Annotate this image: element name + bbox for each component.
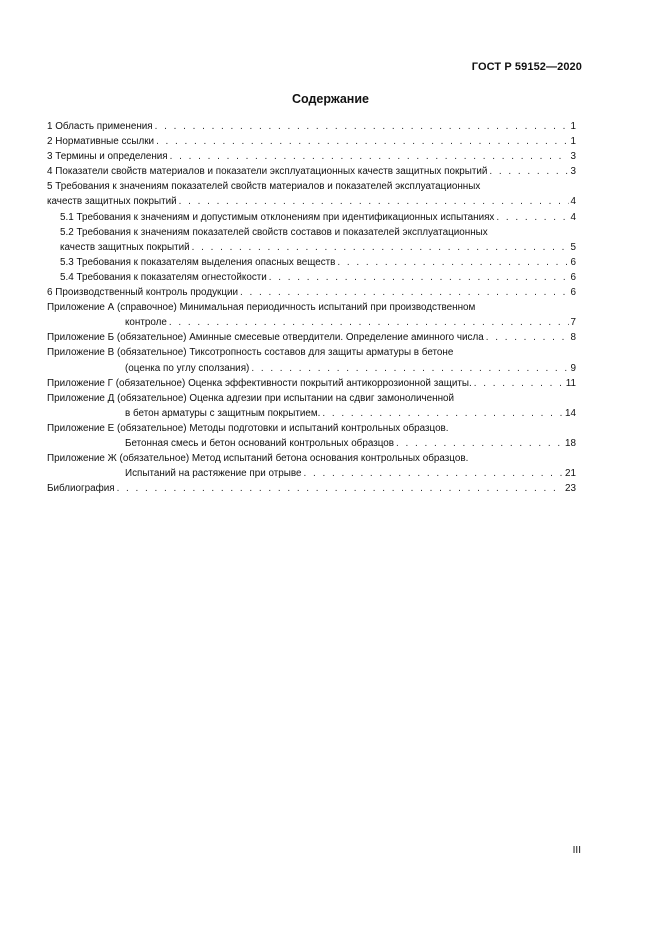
toc-entry-title: 4 Показатели свойств материалов и показатели эксплуатационных качеств защитных покрытий xyxy=(47,166,488,178)
toc-entry-title: 1 Область применения xyxy=(47,121,153,132)
toc-entry-continuation[interactable] xyxy=(47,436,576,451)
toc-entry-title: в бетон арматуры с защитным покрытием. xyxy=(125,407,321,419)
toc-leader xyxy=(192,240,569,255)
toc-entry-title: 5.1 Требования к значениям и допустимым отклонениям при идентификационных испытаниях xyxy=(60,211,495,223)
toc-entry[interactable] xyxy=(47,285,576,300)
toc-entry-title: Приложение Б (обязательное) Аминные смесевые отвердители. Определение аминного числа xyxy=(47,332,484,344)
toc-entry-title: контроле xyxy=(125,317,167,329)
toc-entry-page: 1 xyxy=(570,121,576,132)
page-title: Содержание xyxy=(291,92,369,106)
toc-entry-title: Приложение В (обязательное) Тиксотропность составов для защиты арматуры в бетоне xyxy=(47,347,454,359)
toc-leader xyxy=(496,210,568,225)
toc-entry[interactable] xyxy=(47,391,576,406)
toc-leader xyxy=(117,481,563,496)
toc-entry-page: 3 xyxy=(570,151,576,163)
toc-entry-title: Испытаний на растяжение при отрыве xyxy=(125,468,302,480)
toc-entry[interactable] xyxy=(47,210,576,225)
toc-leader xyxy=(269,270,569,285)
toc-entry-title: Приложение Е (обязательное) Методы подготовки и испытаний контрольных образцов. xyxy=(47,422,449,434)
toc-entry[interactable] xyxy=(47,134,576,149)
toc-leader xyxy=(337,255,568,270)
toc-entry-page: 14 xyxy=(565,407,576,419)
toc-entry-continuation[interactable] xyxy=(47,361,576,376)
toc-entry-title: 6 Производственный контроль продукции xyxy=(47,287,239,299)
toc-leader xyxy=(179,194,569,209)
toc-leader xyxy=(170,149,569,164)
toc-entry-page: 18 xyxy=(565,437,576,449)
toc-entry-title: 5 Требования к значениям показателей свойств материалов и показателей эксплуатационных xyxy=(47,181,481,193)
toc-entry-page: 7 xyxy=(570,317,576,329)
toc-entry-page: 1 xyxy=(570,136,576,148)
toc-entry[interactable] xyxy=(47,164,576,179)
toc-leader xyxy=(489,164,568,179)
toc-entry-page: 6 xyxy=(570,271,576,283)
toc-leader xyxy=(322,406,563,421)
toc-entry[interactable] xyxy=(47,300,576,315)
toc-entry[interactable] xyxy=(47,421,576,436)
toc-entry-title: (оценка по углу сползания) xyxy=(125,362,250,374)
toc-entry-continuation[interactable] xyxy=(47,194,576,209)
toc-leader xyxy=(486,330,569,345)
toc-entry-title: качеств защитных покрытий xyxy=(47,196,177,208)
toc-entry-title: 5.2 Требования к значениям показателей свойств составов и показателей эксплуатационных xyxy=(60,226,488,238)
toc-leader xyxy=(474,376,564,391)
toc-entry-title: 3 Термины и определения xyxy=(47,151,168,163)
toc-entry-continuation[interactable] xyxy=(47,406,576,421)
toc-entry-page: 6 xyxy=(570,287,576,299)
toc-entry[interactable] xyxy=(47,451,576,466)
toc-entry-title: Приложение А (справочное) Минимальная периодичность испытаний при производственном xyxy=(47,302,476,314)
toc-entry-title: Библиография xyxy=(47,483,115,495)
toc-entry[interactable] xyxy=(47,225,576,240)
toc-leader xyxy=(240,285,568,300)
toc-entry-title: Приложение Д (обязательное) Оценка адгезии при испытании на сдвиг замоноличенной xyxy=(47,392,455,404)
toc-leader xyxy=(156,134,568,149)
toc-entry[interactable] xyxy=(47,481,576,496)
toc-entry[interactable] xyxy=(47,255,576,270)
toc-entry-page: 9 xyxy=(570,362,576,374)
toc-entry-page: 4 xyxy=(570,196,576,208)
toc-entry-continuation[interactable] xyxy=(47,315,576,330)
toc-entry-page: 6 xyxy=(570,256,576,268)
toc-entry-title: Приложение Г (обязательное) Оценка эффективности покрытий антикоррозионной защиты. xyxy=(47,377,472,389)
toc-entry-title: 5.4 Требования к показателям огнестойкости xyxy=(60,271,267,283)
toc-leader xyxy=(304,466,564,481)
toc-entry[interactable] xyxy=(47,179,576,194)
toc-entry-title: Приложение Ж (обязательное) Метод испытаний бетона основания контрольных образцов. xyxy=(47,453,469,465)
toc-leader xyxy=(155,119,569,134)
toc-entry-continuation[interactable] xyxy=(47,466,576,481)
toc-entry-continuation[interactable] xyxy=(47,240,576,255)
table-of-contents xyxy=(47,119,576,496)
toc-entry[interactable] xyxy=(47,330,576,345)
toc-entry[interactable] xyxy=(47,345,576,360)
toc-entry-page: 5 xyxy=(570,241,576,253)
toc-entry-title: Бетонная смесь и бетон оснований контрольных образцов xyxy=(125,437,395,449)
standard-id: ГОСТ Р 59152—2020 xyxy=(471,61,582,73)
toc-entry-title: 2 Нормативные ссылки xyxy=(47,136,155,148)
toc-entry-page: 4 xyxy=(570,211,576,223)
toc-entry-page: 23 xyxy=(565,483,576,495)
page-number: III xyxy=(572,845,581,856)
toc-entry[interactable] xyxy=(47,376,576,391)
toc-entry-page: 21 xyxy=(565,468,576,480)
toc-entry-title: 5.3 Требования к показателям выделения опасных веществ xyxy=(60,256,336,268)
toc-entry[interactable] xyxy=(47,119,576,134)
toc-entry-title: качеств защитных покрытий xyxy=(60,241,190,253)
toc-entry-page: 3 xyxy=(570,166,576,178)
toc-entry[interactable] xyxy=(47,270,576,285)
toc-leader xyxy=(169,315,569,330)
toc-entry[interactable] xyxy=(47,149,576,164)
toc-entry-page: 11 xyxy=(565,377,576,389)
toc-entry-page: 8 xyxy=(570,332,576,344)
toc-leader xyxy=(396,436,563,451)
toc-leader xyxy=(251,361,568,376)
